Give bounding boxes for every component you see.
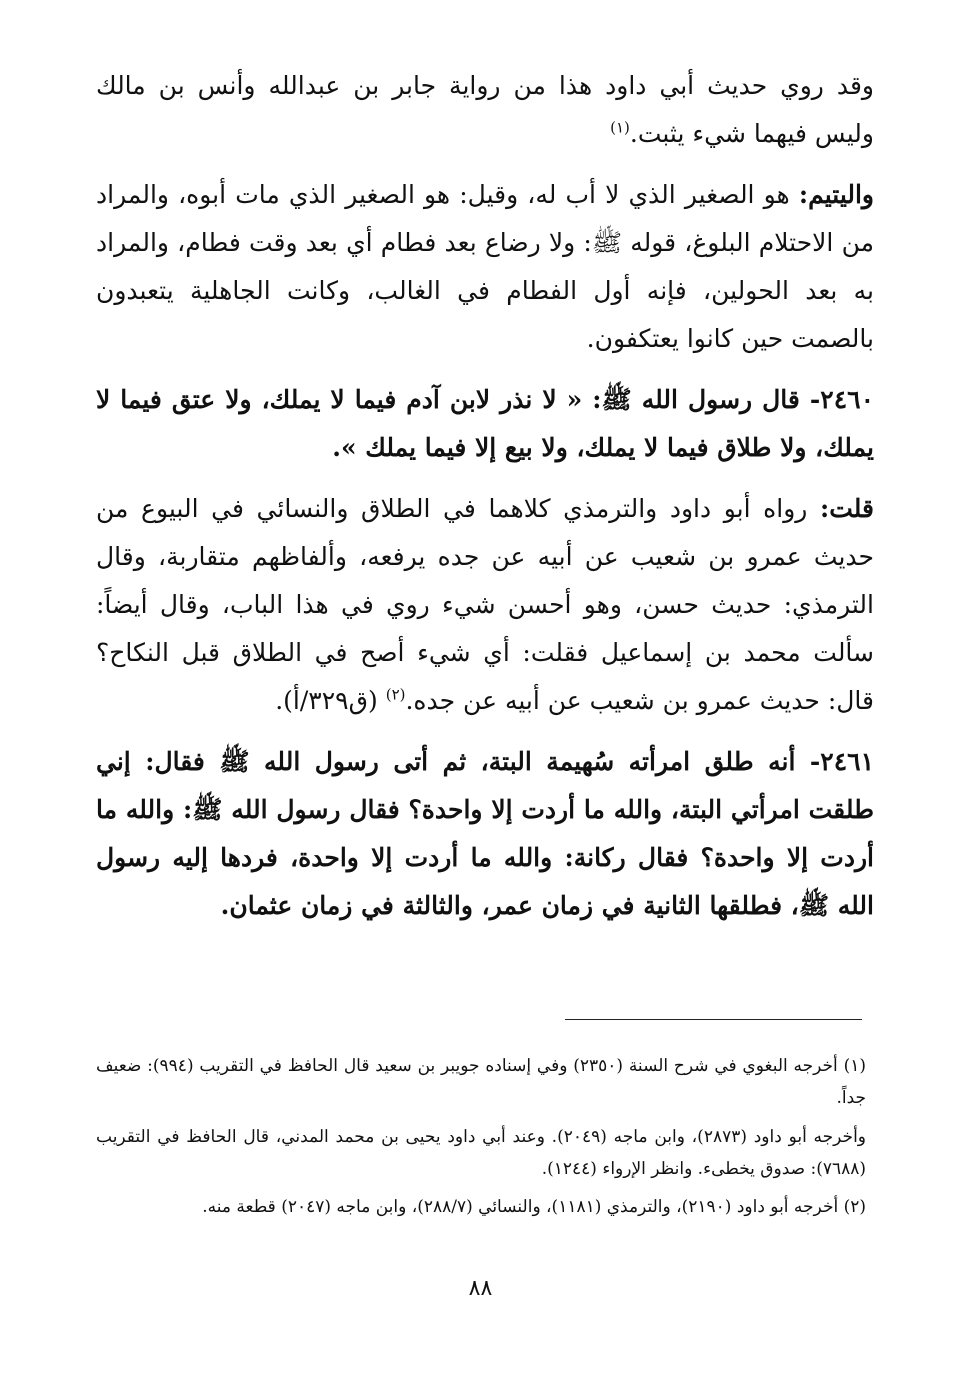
hadith-text: ٢٤٦١- أنه طلق امرأته سُهيمة البتة، ثم أتى رسول الله ﷺ فقال: إني طلقت امرأتي البتة، والله ما أردت إلا واحدة؟ فقال رسول الله ﷺ: والله ما أردت إلا واحدة؟ فقال ركانة: والله ما أردت إلا واحدة، فردها إليه رسول الله ﷺ، فطلقها الثانية في زمان عمر، والثالثة في زمان عثمان. xyxy=(96,747,874,920)
footnotes xyxy=(96,1050,866,1229)
footnote-ref-1: (١) xyxy=(610,118,630,137)
footnote-ref-2: (٢) xyxy=(385,685,406,704)
commentary-heading: قلت: xyxy=(819,494,874,523)
paragraph-2 xyxy=(96,171,874,363)
hadith-2461 xyxy=(96,738,874,930)
footnote-separator xyxy=(565,1019,862,1020)
page-number: ٨٨ xyxy=(468,1276,493,1301)
paragraph-commentary xyxy=(96,485,874,725)
footnote-2: (٢) أخرجه أبو داود (٢١٩٠)، والترمذي (١١٨١)، والنسائي (٢٨٨/٧)، وابن ماجه (٢٠٤٧) قطعة منه. xyxy=(202,1197,866,1218)
footnote-1: (١) أخرجه البغوي في شرح السنة (٢٣٥٠) وفي إسناده جويبر بن سعيد قال الحافظ في التقريب (٩٩٤): ضعيف جداً. xyxy=(96,1056,866,1109)
hadith-2460 xyxy=(96,376,874,472)
paragraph-1 xyxy=(96,62,874,158)
paragraph-text: وقد روي حديث أبي داود هذا من رواية جابر بن عبدالله وأنس بن مالك وليس فيهما شيء يثبت. xyxy=(96,71,874,148)
footnote-1-continued: وأخرجه أبو داود (٢٨٧٣)، وابن ماجه (٢٠٤٩). وعند أبي داود يحيى بن محمد المدني، قال الحافظ في التقريب (٧٦٨٨): صدوق يخطىء. وانظر الإرواء (١٢٤٤). xyxy=(96,1126,867,1179)
term-heading: واليتيم: xyxy=(798,180,874,209)
paragraph-text: رواه أبو داود والترمذي كلاهما في الطلاق والنسائي في البيوع من حديث عمرو بن شعيب عن أبيه عن جده يرفعه، وألفاظهم متقاربة، وقال الترمذي: حديث حسن، وهو أحسن شيء روي في هذا الباب، وقال أيضاً: سألت محمد بن إسماعيل فقلت: أي شيء أصح في الطلاق قبل النكاح؟ قال: حديث عمرو بن شعيب عن أبيه عن جده. xyxy=(96,494,874,715)
hadith-text: ٢٤٦٠- قال رسول الله ﷺ: « لا نذر لابن آدم فيما لا يملك، ولا عتق فيما لا يملك، ولا طلاق فيما لا يملك، ولا بيع إلا فيما يملك ». xyxy=(96,385,874,462)
paragraph-text: هو الصغير الذي لا أب له، وقيل: هو الصغير الذي مات أبوه، والمراد من الاحتلام البلوغ، قوله ﷺ: ولا رضاع بعد فطام أي بعد وقت فطام، والمراد به بعد الحولين، فإنه أول الفطام في الغالب، وكانت الجاهلية يتعبدون بالصمت حين كانوا يعتكفون. xyxy=(96,180,874,353)
main-text xyxy=(96,62,874,943)
manuscript-ref: (ق٣٢٩/أ). xyxy=(275,686,386,715)
